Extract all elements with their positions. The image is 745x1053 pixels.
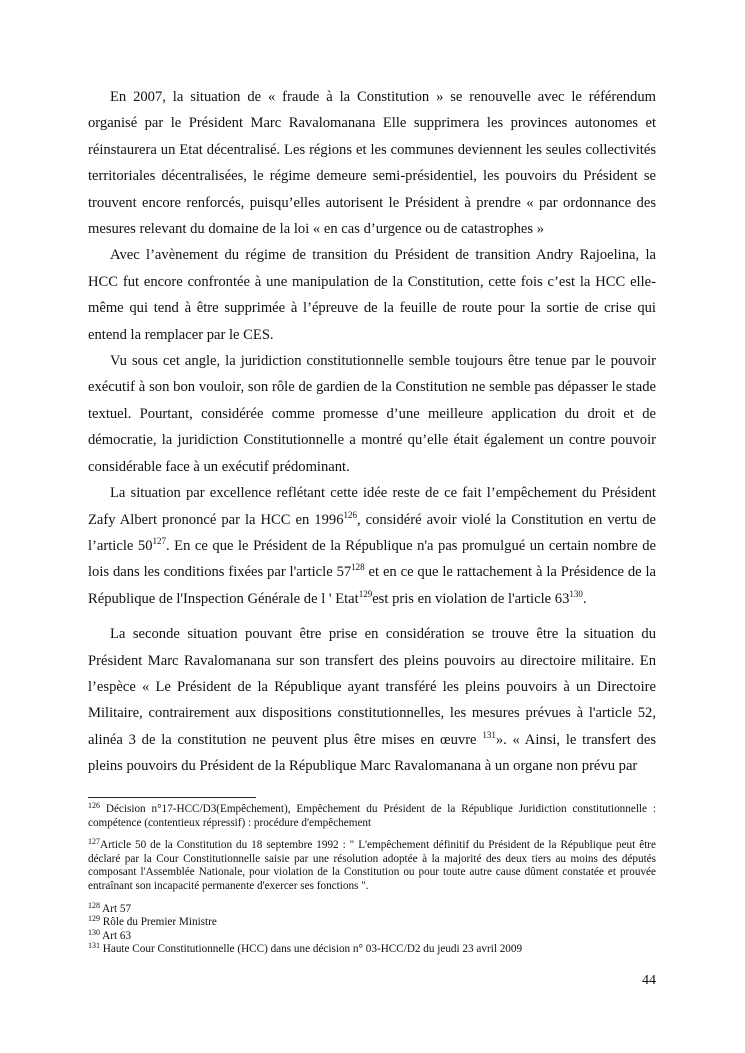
page-number: 44 bbox=[642, 973, 656, 988]
paragraph-fraude-constitution: En 2007, la situation de « fraude à la Constitution » se renouvelle avec le référendum organisé par le Président Marc Ravalomanana Elle supprimera les provinces autonomes et réinstaurera un Etat décentralisé. Les régions et les communes deviennent les seules collectivités territoriales décentralisées, le régime demeure semi-présidentiel, les pouvoirs du Président se trouvent encore renforcés, puisqu’elles autorisent le Président à prendre « par ordonnance des mesures relevant du domaine de la loi « en cas d’urgence ou de catastrophes » bbox=[88, 89, 656, 238]
footnote-ref-131[interactable]: 131 bbox=[482, 729, 496, 740]
paragraph-transition-rajoelina: Avec l’avènement du régime de transition du Président de transition Andry Rajoelina, la HCC fut encore confrontée à une manipulation de la Constitution, cette fois c’est la HCC elle-même qui tend à être supprimée à l’épreuve de la feuille de route pour la sortie de crise qui entend la remplacer par le CES. bbox=[88, 247, 656, 343]
paragraph-empechement-zafy: La situation par excellence reflétant cette idée reste de ce fait l’empêchement du Président Zafy Albert prononcé par la HCC en 1996$^{126}$, considéré avoir violé la Constitution en vertu de l’article $50^{127}$. En ce que le Président de la République n'a pas promulgué un certain nombre de lois dans les conditions fixées par l'article $57^{128}$ et en ce que le rattachement à la Présidence de la République de l'Inspection Générale de l ' Etat$^{129}$est pris en violation de l'article $63^{130}$. bbox=[88, 485, 657, 607]
footnote-131: $^{131}$ Haute Cour Constitutionnelle (HCC) dans une décision n° 03-HCC/D2 du jeudi 23 avril 2009 bbox=[88, 941, 523, 956]
footnote-ref-127[interactable]: 127 bbox=[152, 535, 166, 546]
footnotes bbox=[88, 803, 656, 957]
footnote-ref-128[interactable]: 128 bbox=[351, 562, 365, 573]
footnote-ref-130[interactable]: 130 bbox=[569, 588, 583, 599]
footnote-ref-126[interactable]: 126 bbox=[343, 509, 357, 520]
footnote-separator bbox=[88, 797, 256, 798]
footnote-128: $^{128}$ Art 57 bbox=[88, 900, 132, 915]
paragraph-transfert-pleins-pouvoirs: La seconde situation pouvant être prise en considération se trouve être la situation du Président Marc Ravalomanana sur son transfert des pleins pouvoirs au directoire militaire. En l’espèce « Le Président de la République ayant transféré les pleins pouvoirs à un Directoire Militaire, contrairement aux dispositions constitutionnelles, les mesures prévues à l'article 52, alinéa 3 de la constitution ne peuvent plus être mises en œuvre $^{131}$». « Ainsi, le transfert des pleins pouvoirs du Président de la République Marc Ravalomanana à un organe non prévu par bbox=[88, 626, 656, 775]
footnote-127: $^{127}$Article 50 de la Constitution du 18 septembre 1992 : " L'empêchement définitif du Président de la République peut être déclaré par la Cour Constitutionnelle saisie par une résolution adoptée à la majorité des deux tiers au moins des députés composant l'Assemblée Nationale, pour violation de la Constitution ou pour toute autre cause dûment constatée et prouvée entraînant son incapacité permanente d'exercer ses fonctions ". bbox=[88, 837, 656, 892]
footnote-126: $^{126}$ Décision n°17-HCC/D3(Empêchement), Empêchement du Président de la République Juridiction constitutionnelle : compétence (contentieux répressif) : procédure d'empêchement bbox=[88, 801, 656, 829]
body-text bbox=[88, 84, 656, 780]
footnote-130: $^{130}$ Art 63 bbox=[88, 927, 132, 942]
footnote-129: $^{129}$ Rôle du Premier Ministre bbox=[88, 914, 217, 929]
paragraph-juridiction-constitutionnelle: Vu sous cet angle, la juridiction constitutionnelle semble toujours être tenue par le pouvoir exécutif à son bon vouloir, son rôle de gardien de la Constitution ne semble pas dépasser le stade textuel. Pourtant, considérée comme promesse d’une meilleure application du droit et de démocratie, la juridiction Constitutionnelle a montré qu’elle était également un contre pouvoir considérable face à un exécutif prédominant. bbox=[88, 353, 656, 475]
footnote-ref-129[interactable]: 129 bbox=[358, 588, 373, 599]
